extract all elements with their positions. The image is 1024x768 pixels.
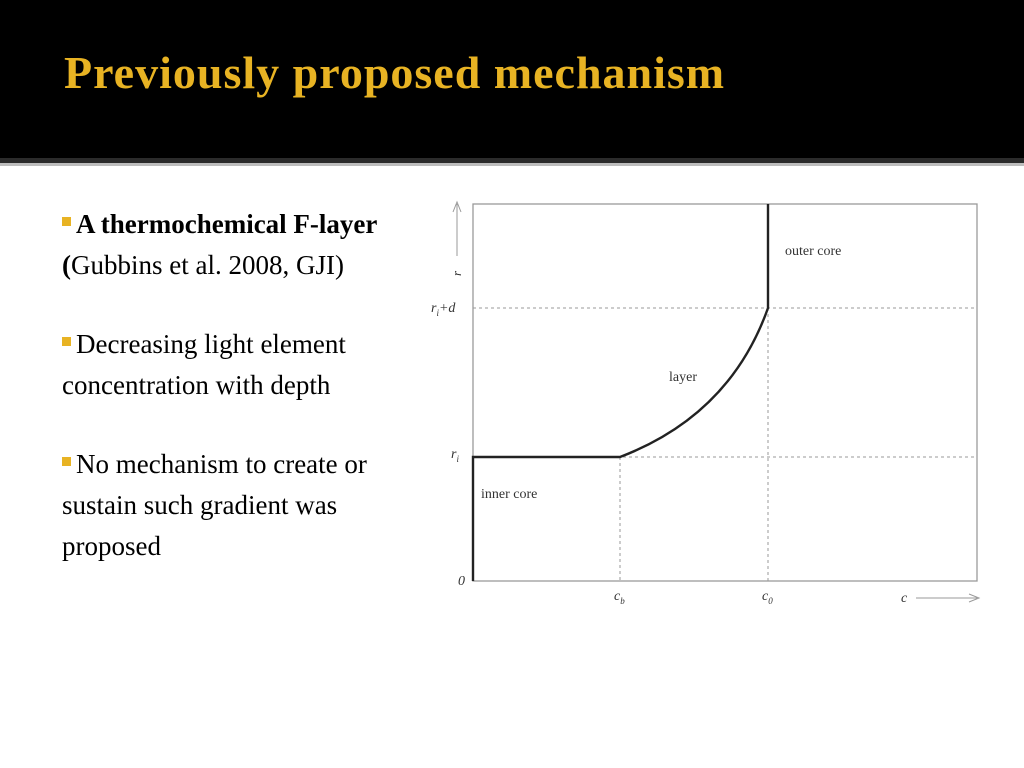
y-tick-zero: 0 [458, 574, 465, 589]
title-bar [0, 0, 1024, 158]
bullet-square-icon [62, 337, 71, 346]
bullet-bold-text: A thermochemical F-layer [76, 209, 377, 239]
bullet-item [62, 204, 382, 286]
bullet-text: Decreasing light element concentration with depth [62, 329, 346, 400]
bullet-paren: ( [62, 250, 71, 280]
bullet-square-icon [62, 217, 71, 226]
y-tick-ri: $r_i$ [451, 447, 459, 464]
bullet-list [62, 204, 382, 605]
bullet-text: No mechanism to create or sustain such gradient was proposed [62, 449, 367, 561]
plot-frame [473, 204, 977, 581]
x-tick-cb: $c_b$ [614, 589, 625, 606]
y-axis-label: r [449, 270, 464, 276]
slide-title: Previously proposed mechanism [64, 47, 726, 98]
bullet-item [62, 324, 382, 406]
label-layer: layer [669, 370, 697, 385]
x-axis-label: c [901, 591, 908, 606]
title-divider-highlight [0, 163, 1024, 166]
bullet-citation: Gubbins et al. 2008, GJI) [71, 250, 344, 280]
bullet-square-icon [62, 457, 71, 466]
x-tick-c0: $c_0$ [762, 589, 773, 606]
label-outer-core: outer core [785, 244, 842, 259]
bullet-item [62, 444, 382, 567]
phase-diagram-figure [420, 190, 990, 620]
y-tick-ri-d: $r_i+d$ [431, 301, 456, 318]
label-inner-core: inner core [481, 487, 538, 502]
diagram-svg [420, 190, 990, 620]
